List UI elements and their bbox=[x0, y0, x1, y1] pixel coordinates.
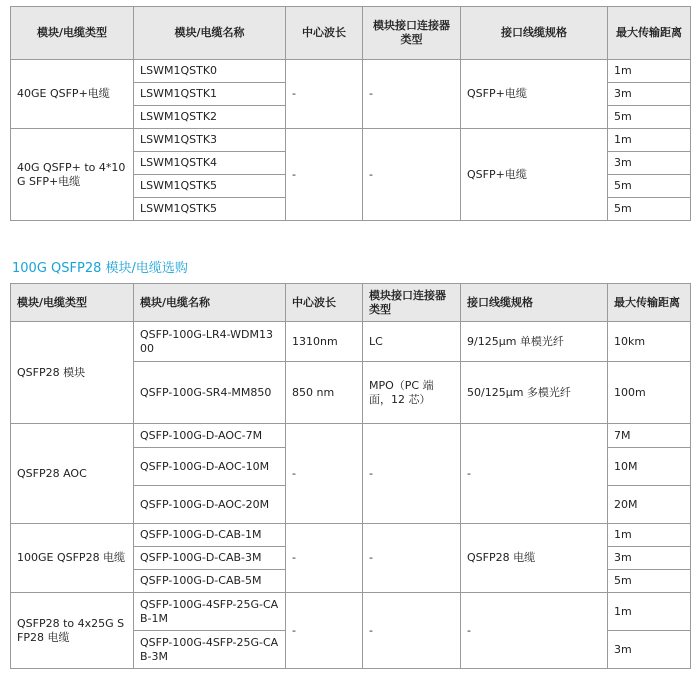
name-cell: QSFP-100G-4SFP-25G-CAB-3M bbox=[134, 631, 286, 669]
column-header: 模块/电缆名称 bbox=[134, 284, 286, 322]
type-cell: QSFP28 AOC bbox=[11, 424, 134, 524]
distance-cell: 5m bbox=[608, 570, 691, 593]
connector-cell: - bbox=[363, 424, 461, 524]
table-row bbox=[11, 424, 691, 448]
distance-cell: 5m bbox=[608, 175, 691, 198]
column-header: 接口线缆规格 bbox=[461, 7, 608, 60]
name-cell: QSFP-100G-D-CAB-5M bbox=[134, 570, 286, 593]
connector-cell: - bbox=[363, 524, 461, 593]
name-cell: QSFP-100G-D-AOC-10M bbox=[134, 448, 286, 486]
table-row bbox=[11, 524, 691, 547]
name-cell: LSWM1QSTK0 bbox=[134, 60, 286, 83]
name-cell: LSWM1QSTK1 bbox=[134, 83, 286, 106]
connector-cell: LC bbox=[363, 322, 461, 362]
distance-cell: 1m bbox=[608, 129, 691, 152]
distance-cell: 3m bbox=[608, 547, 691, 570]
distance-cell: 10M bbox=[608, 448, 691, 486]
table-40g-modules bbox=[10, 6, 691, 221]
spec-cell: - bbox=[461, 593, 608, 669]
spec-cell: 9/125μm 单模光纤 bbox=[461, 322, 608, 362]
column-header: 接口线缆规格 bbox=[461, 284, 608, 322]
type-cell: 40GE QSFP+电缆 bbox=[11, 60, 134, 129]
column-header: 模块/电缆类型 bbox=[11, 284, 134, 322]
name-cell: QSFP-100G-D-CAB-3M bbox=[134, 547, 286, 570]
table-row bbox=[11, 322, 691, 362]
distance-cell: 5m bbox=[608, 106, 691, 129]
distance-cell: 1m bbox=[608, 593, 691, 631]
wavelength-cell: - bbox=[286, 129, 363, 221]
name-cell: LSWM1QSTK4 bbox=[134, 152, 286, 175]
distance-cell: 10km bbox=[608, 322, 691, 362]
spec-cell: QSFP+电缆 bbox=[461, 60, 608, 129]
distance-cell: 3m bbox=[608, 83, 691, 106]
connector-cell: - bbox=[363, 593, 461, 669]
wavelength-cell: 850 nm bbox=[286, 362, 363, 424]
wavelength-cell: - bbox=[286, 593, 363, 669]
name-cell: QSFP-100G-D-AOC-7M bbox=[134, 424, 286, 448]
name-cell: LSWM1QSTK5 bbox=[134, 175, 286, 198]
spec-cell: 50/125μm 多模光纤 bbox=[461, 362, 608, 424]
name-cell: QSFP-100G-4SFP-25G-CAB-1M bbox=[134, 593, 286, 631]
table-row bbox=[11, 129, 691, 152]
type-cell: 100GE QSFP28 电缆 bbox=[11, 524, 134, 593]
connector-cell: - bbox=[363, 60, 461, 129]
column-header: 模块接口连接器类型 bbox=[363, 7, 461, 60]
distance-cell: 5m bbox=[608, 198, 691, 221]
distance-cell: 1m bbox=[608, 524, 691, 547]
name-cell: QSFP-100G-D-CAB-1M bbox=[134, 524, 286, 547]
column-header: 模块/电缆类型 bbox=[11, 7, 134, 60]
name-cell: QSFP-100G-SR4-MM850 bbox=[134, 362, 286, 424]
column-header: 模块/电缆名称 bbox=[134, 7, 286, 60]
distance-cell: 3m bbox=[608, 631, 691, 669]
connector-cell: MPO（PC 端面，12 芯） bbox=[363, 362, 461, 424]
name-cell: LSWM1QSTK3 bbox=[134, 129, 286, 152]
name-cell: QSFP-100G-LR4-WDM1300 bbox=[134, 322, 286, 362]
column-header: 中心波长 bbox=[286, 284, 363, 322]
column-header: 最大传输距离 bbox=[608, 284, 691, 322]
wavelength-cell: 1310nm bbox=[286, 322, 363, 362]
connector-cell: - bbox=[363, 129, 461, 221]
table-100g-modules bbox=[10, 283, 691, 669]
wavelength-cell: - bbox=[286, 60, 363, 129]
wavelength-cell: - bbox=[286, 524, 363, 593]
section-title: 100G QSFP28 模块/电缆选购 bbox=[12, 261, 188, 276]
column-header: 中心波长 bbox=[286, 7, 363, 60]
column-header: 最大传输距离 bbox=[608, 7, 691, 60]
column-header: 模块接口连接器类型 bbox=[363, 284, 461, 322]
spec-cell: QSFP28 电缆 bbox=[461, 524, 608, 593]
name-cell: LSWM1QSTK2 bbox=[134, 106, 286, 129]
spec-cell: - bbox=[461, 424, 608, 524]
distance-cell: 20M bbox=[608, 486, 691, 524]
type-cell: QSFP28 模块 bbox=[11, 322, 134, 424]
spec-cell: QSFP+电缆 bbox=[461, 129, 608, 221]
type-cell: 40G QSFP+ to 4*10G SFP+电缆 bbox=[11, 129, 134, 221]
name-cell: LSWM1QSTK5 bbox=[134, 198, 286, 221]
table-row bbox=[11, 60, 691, 83]
type-cell: QSFP28 to 4x25G SFP28 电缆 bbox=[11, 593, 134, 669]
distance-cell: 100m bbox=[608, 362, 691, 424]
wavelength-cell: - bbox=[286, 424, 363, 524]
distance-cell: 1m bbox=[608, 60, 691, 83]
distance-cell: 3m bbox=[608, 152, 691, 175]
table-row bbox=[11, 593, 691, 631]
name-cell: QSFP-100G-D-AOC-20M bbox=[134, 486, 286, 524]
distance-cell: 7M bbox=[608, 424, 691, 448]
